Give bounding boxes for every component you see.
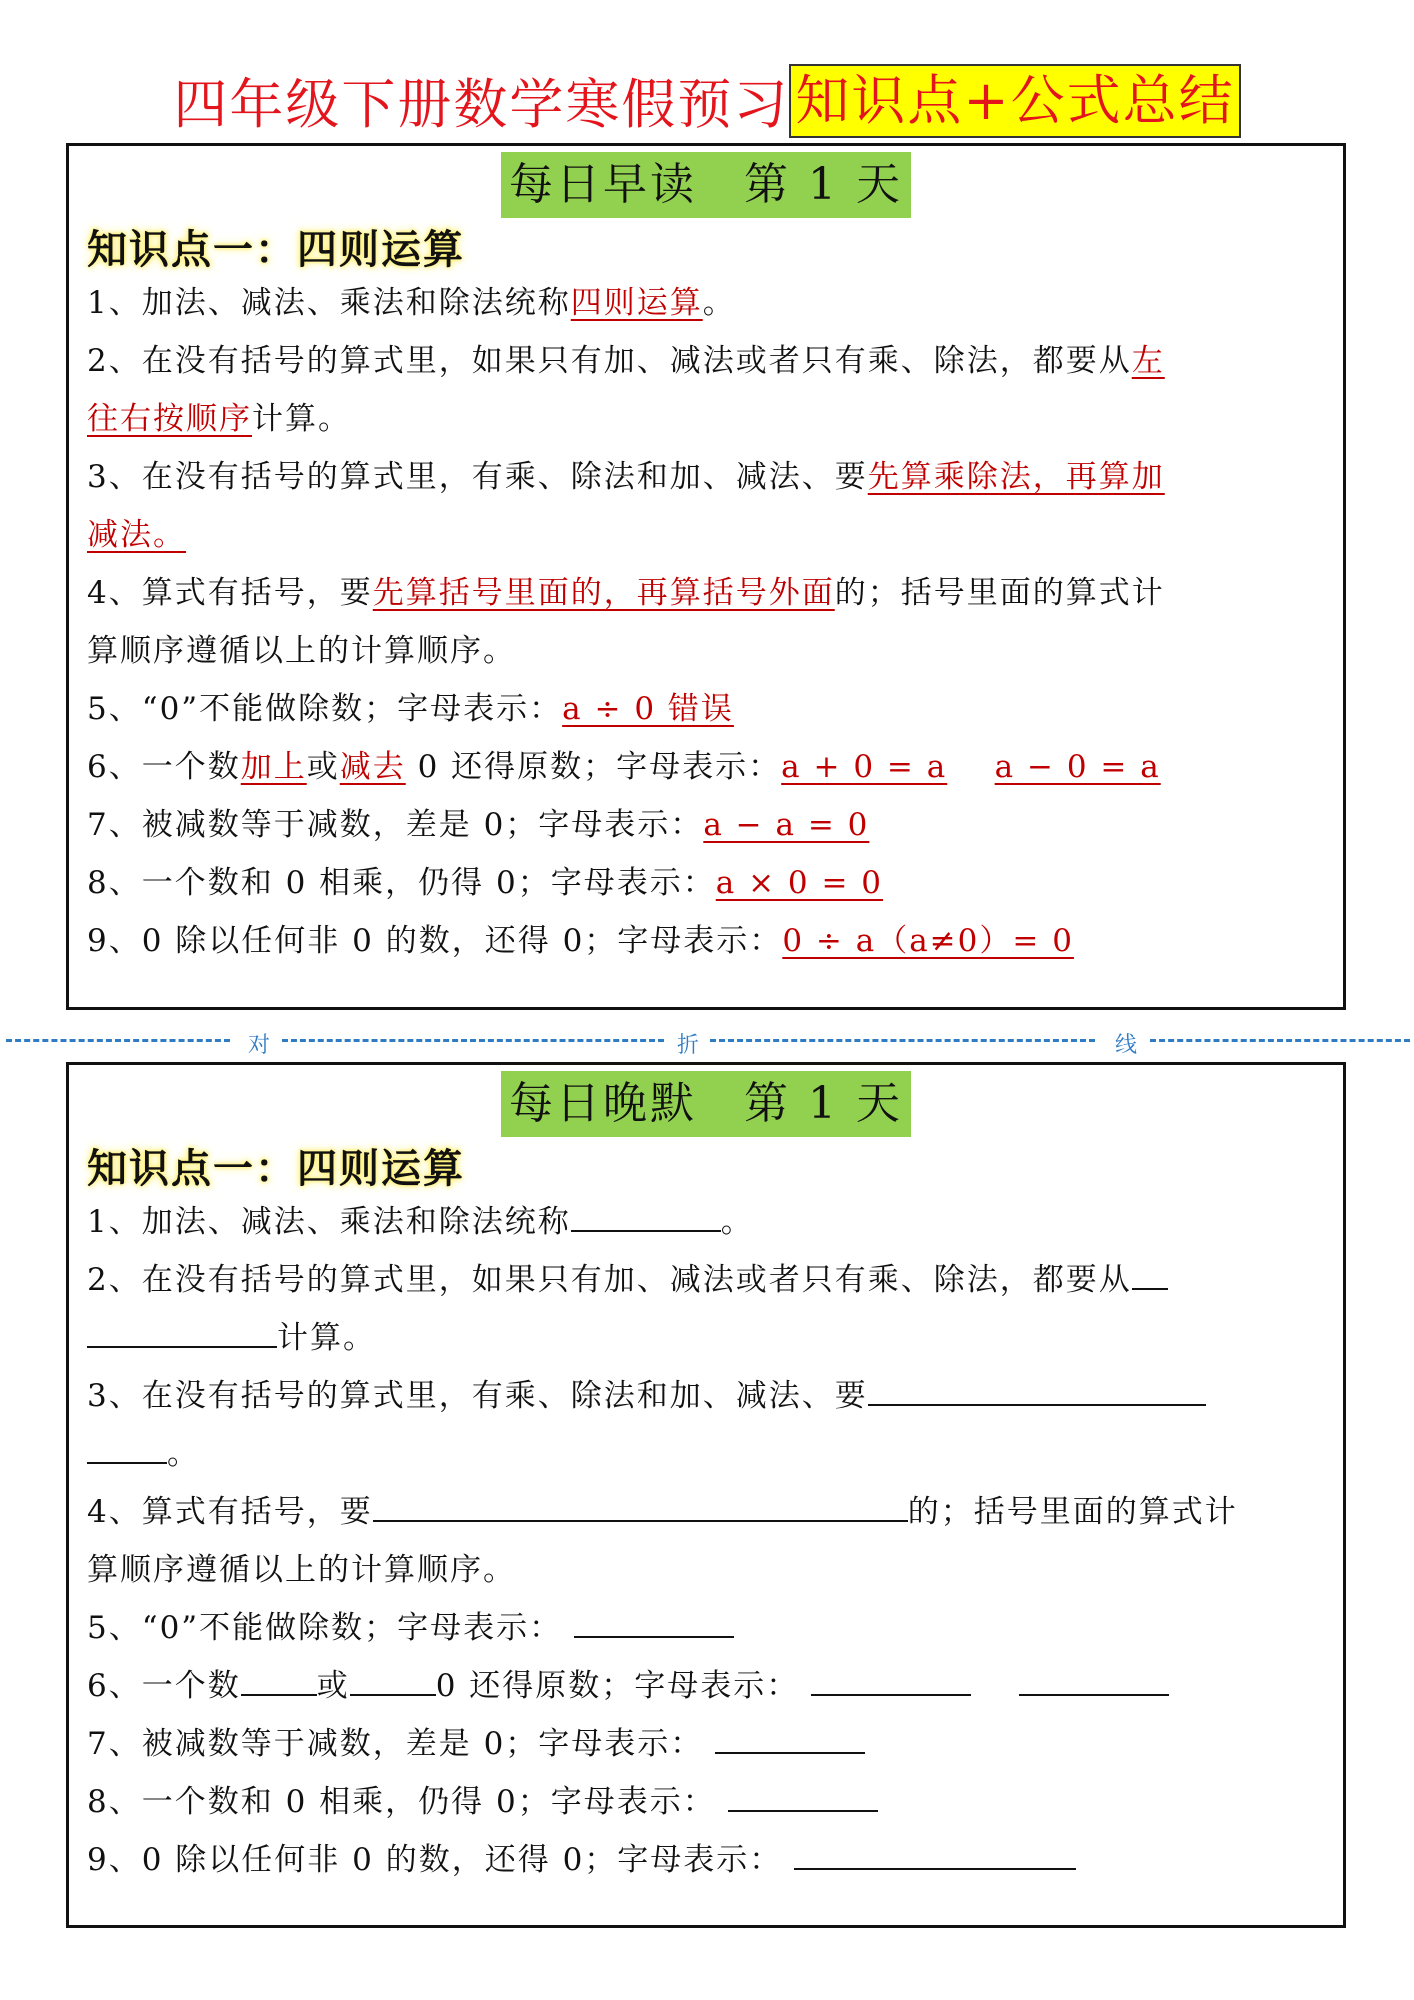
- answer-blank[interactable]: [574, 1606, 734, 1638]
- item-text: 或: [306, 749, 340, 785]
- evening-recital-panel: [66, 1062, 1346, 1928]
- answer-blank[interactable]: [87, 1316, 277, 1348]
- list-item: [87, 1599, 1329, 1657]
- answer-text: 四则运算: [570, 285, 703, 321]
- day-badge: 每日早读 第 1 天: [501, 152, 911, 218]
- answer-blank[interactable]: [868, 1374, 1206, 1406]
- fold-line: [0, 1030, 1414, 1058]
- section-title: 知识点一：四则运算: [87, 226, 465, 273]
- fold-char: 线: [1115, 1033, 1138, 1058]
- list-item: [87, 1657, 1329, 1715]
- item-text: 。: [702, 285, 736, 321]
- fold-dash: [710, 1039, 1095, 1042]
- list-item: [87, 680, 1329, 738]
- list-item-continued: [87, 622, 1329, 680]
- list-item: [87, 564, 1329, 622]
- item-text: 2、在没有括号的算式里，如果只有加、减法或者只有乘、除法，都要从: [87, 343, 1132, 379]
- item-text: 9、0 除以任何非 0 的数，还得 0；字母表示：: [87, 923, 783, 959]
- list-item: [87, 1483, 1329, 1541]
- answer-formula: a − 0 = a: [994, 749, 1161, 785]
- item-text: 算顺序遵循以上的计算顺序。: [87, 1552, 516, 1588]
- list-item-continued: [87, 1425, 1329, 1483]
- fill-in-list: [87, 1193, 1329, 1889]
- list-item: [87, 854, 1329, 912]
- answer-text: 先算括号里面的，再算括号外面: [372, 575, 835, 611]
- item-text: 算顺序遵循以上的计算顺序。: [87, 633, 516, 669]
- item-text: 5、“0”不能做除数；字母表示：: [87, 1610, 563, 1646]
- answer-formula: a + 0 = a: [781, 749, 948, 785]
- answer-text: 减法。: [87, 517, 186, 553]
- item-text: 的；括号里面的算式计: [907, 1494, 1238, 1530]
- title-highlight: 知识点+公式总结: [789, 64, 1240, 138]
- knowledge-list: [87, 274, 1329, 970]
- item-text: 3、在没有括号的算式里，有乘、除法和加、减法、要: [87, 1378, 868, 1414]
- list-item-continued: [87, 1309, 1329, 1367]
- list-item: [87, 1193, 1329, 1251]
- list-item: [87, 274, 1329, 332]
- fold-dash: [6, 1039, 230, 1042]
- answer-text: 减去: [339, 749, 406, 785]
- item-text: 0 还得原数；字母表示：: [435, 1668, 800, 1704]
- answer-blank[interactable]: [811, 1664, 971, 1696]
- item-text: 。: [167, 1436, 200, 1472]
- item-text: 8、一个数和 0 相乘，仍得 0；字母表示：: [87, 865, 716, 901]
- item-text: 8、一个数和 0 相乘，仍得 0；字母表示：: [87, 1784, 716, 1820]
- answer-blank[interactable]: [350, 1664, 436, 1696]
- answer-text: 先算乘除法，再算加: [867, 459, 1165, 495]
- list-item: [87, 912, 1329, 970]
- list-item: [87, 1831, 1329, 1889]
- answer-formula: a × 0 = 0: [715, 865, 884, 901]
- answer-blank[interactable]: [1019, 1664, 1169, 1696]
- item-text: 3、在没有括号的算式里，有乘、除法和加、减法、要: [87, 459, 868, 495]
- answer-formula: a ÷ 0 错误: [562, 691, 734, 727]
- answer-formula: 0 ÷ a（a≠0）= 0: [782, 923, 1074, 959]
- list-item: [87, 1715, 1329, 1773]
- item-text: 6、一个数: [87, 1668, 241, 1704]
- day-badge: 每日晚默 第 1 天: [501, 1071, 911, 1137]
- item-text: 。: [720, 1204, 754, 1240]
- list-item-continued: [87, 1541, 1329, 1599]
- list-item: [87, 738, 1329, 796]
- answer-blank[interactable]: [1132, 1258, 1168, 1290]
- list-item: [87, 796, 1329, 854]
- fold-dash: [282, 1039, 664, 1042]
- item-text: 7、被减数等于减数，差是 0；字母表示：: [87, 1726, 704, 1762]
- answer-blank[interactable]: [87, 1432, 167, 1464]
- list-item-continued: [87, 506, 1329, 564]
- item-text: 4、算式有括号，要: [87, 575, 373, 611]
- answer-text: 往右按顺序: [87, 401, 252, 437]
- item-text: 0 还得原数；字母表示：: [405, 749, 782, 785]
- item-text: 4、算式有括号，要: [87, 1494, 373, 1530]
- fold-dash: [1150, 1039, 1410, 1042]
- list-item: [87, 1367, 1329, 1425]
- item-text: 或: [316, 1668, 350, 1704]
- list-item: [87, 332, 1329, 390]
- answer-blank[interactable]: [794, 1838, 1076, 1870]
- item-text: 计算。: [277, 1320, 376, 1356]
- item-text: 6、一个数: [87, 749, 241, 785]
- item-text: 9、0 除以任何非 0 的数，还得 0；字母表示：: [87, 1842, 783, 1878]
- answer-text: 加上: [240, 749, 307, 785]
- answer-blank[interactable]: [728, 1780, 878, 1812]
- morning-reading-panel: [66, 143, 1346, 1010]
- fold-char: 对: [248, 1033, 271, 1058]
- item-text: 1、加法、减法、乘法和除法统称: [87, 1204, 571, 1240]
- answer-text: 左: [1131, 343, 1165, 379]
- fold-char: 折: [677, 1033, 700, 1058]
- item-text: 1、加法、减法、乘法和除法统称: [87, 285, 571, 321]
- item-text: 的；括号里面的算式计: [834, 575, 1165, 611]
- title-main: 四年级下册数学寒假预习: [173, 73, 790, 136]
- item-text: 2、在没有括号的算式里，如果只有加、减法或者只有乘、除法，都要从: [87, 1262, 1132, 1298]
- answer-blank[interactable]: [715, 1722, 865, 1754]
- list-item-continued: [87, 390, 1329, 448]
- item-text: 计算。: [252, 401, 351, 437]
- list-item: [87, 1773, 1329, 1831]
- section-title: 知识点一：四则运算: [87, 1145, 465, 1192]
- list-item: [87, 448, 1329, 506]
- list-item: [87, 1251, 1329, 1309]
- answer-formula: a − a = 0: [703, 807, 870, 843]
- answer-blank[interactable]: [241, 1664, 317, 1696]
- page-title: [0, 62, 1414, 139]
- item-text: 5、“0”不能做除数；字母表示：: [87, 691, 563, 727]
- item-text: 7、被减数等于减数，差是 0；字母表示：: [87, 807, 704, 843]
- answer-blank[interactable]: [571, 1200, 721, 1232]
- answer-blank[interactable]: [373, 1490, 908, 1522]
